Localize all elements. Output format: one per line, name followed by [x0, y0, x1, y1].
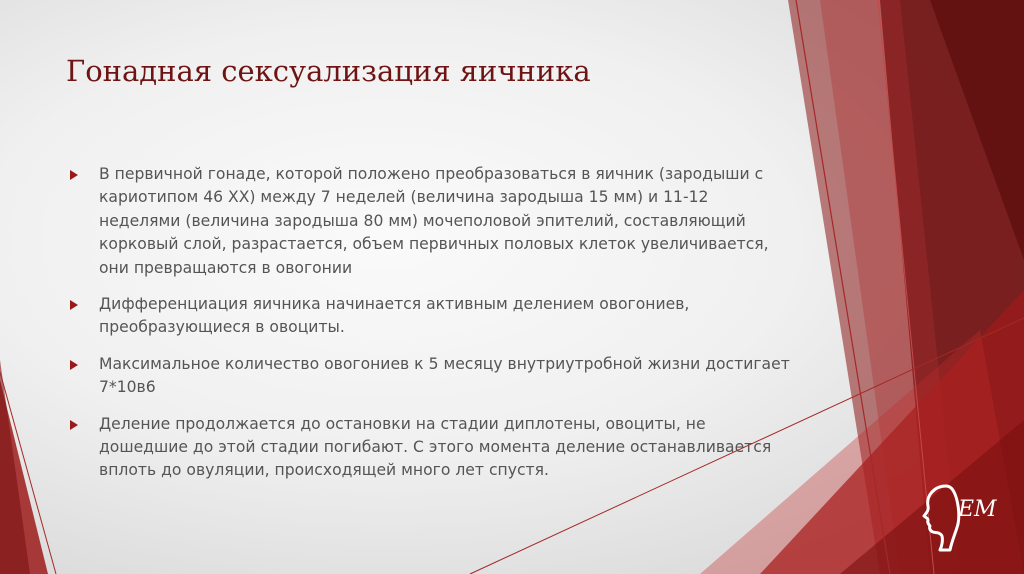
triangle-right-icon	[70, 300, 78, 310]
slide-title: Гонадная сексуализация яичника	[66, 54, 591, 88]
bullet-text: Деление продолжается до остановки на стадии диплотены, овоциты, не дошедшие до этой стадии погибают. С этого момента деление останавливается вплоть до овуляции, происходящей много лет спустя.	[99, 414, 772, 480]
bullet-text: Дифференциация яичника начинается активным делением овогониев, преобразующиеся в овоциты.	[99, 295, 690, 337]
bullet-item	[70, 353, 790, 400]
logo-icon	[916, 480, 997, 552]
triangle-right-icon	[70, 360, 78, 370]
logo-text: EM	[958, 497, 997, 522]
bullet-item	[70, 413, 790, 483]
triangle-right-icon	[70, 170, 78, 180]
bullet-item	[70, 293, 790, 340]
triangle-right-icon	[70, 420, 78, 430]
bullet-text: В первичной гонаде, которой положено преобразоваться в яичник (зародыши с кариотипом 46 XX) между 7 неделей (величина зародыша 15 мм) и 11-12 неделями (величина зародыша 80 мм) мочеполовой эпителий, составляющий корковый слой, разрастается, объем первичных половых клеток увеличивается, они превращаются в овогонии	[99, 165, 769, 277]
bullet-item	[70, 163, 790, 280]
bullet-text: Максимальное количество овогониев к 5 месяцу внутриутробной жизни достигает 7*10в6	[99, 354, 790, 397]
bullet-list	[70, 163, 790, 496]
